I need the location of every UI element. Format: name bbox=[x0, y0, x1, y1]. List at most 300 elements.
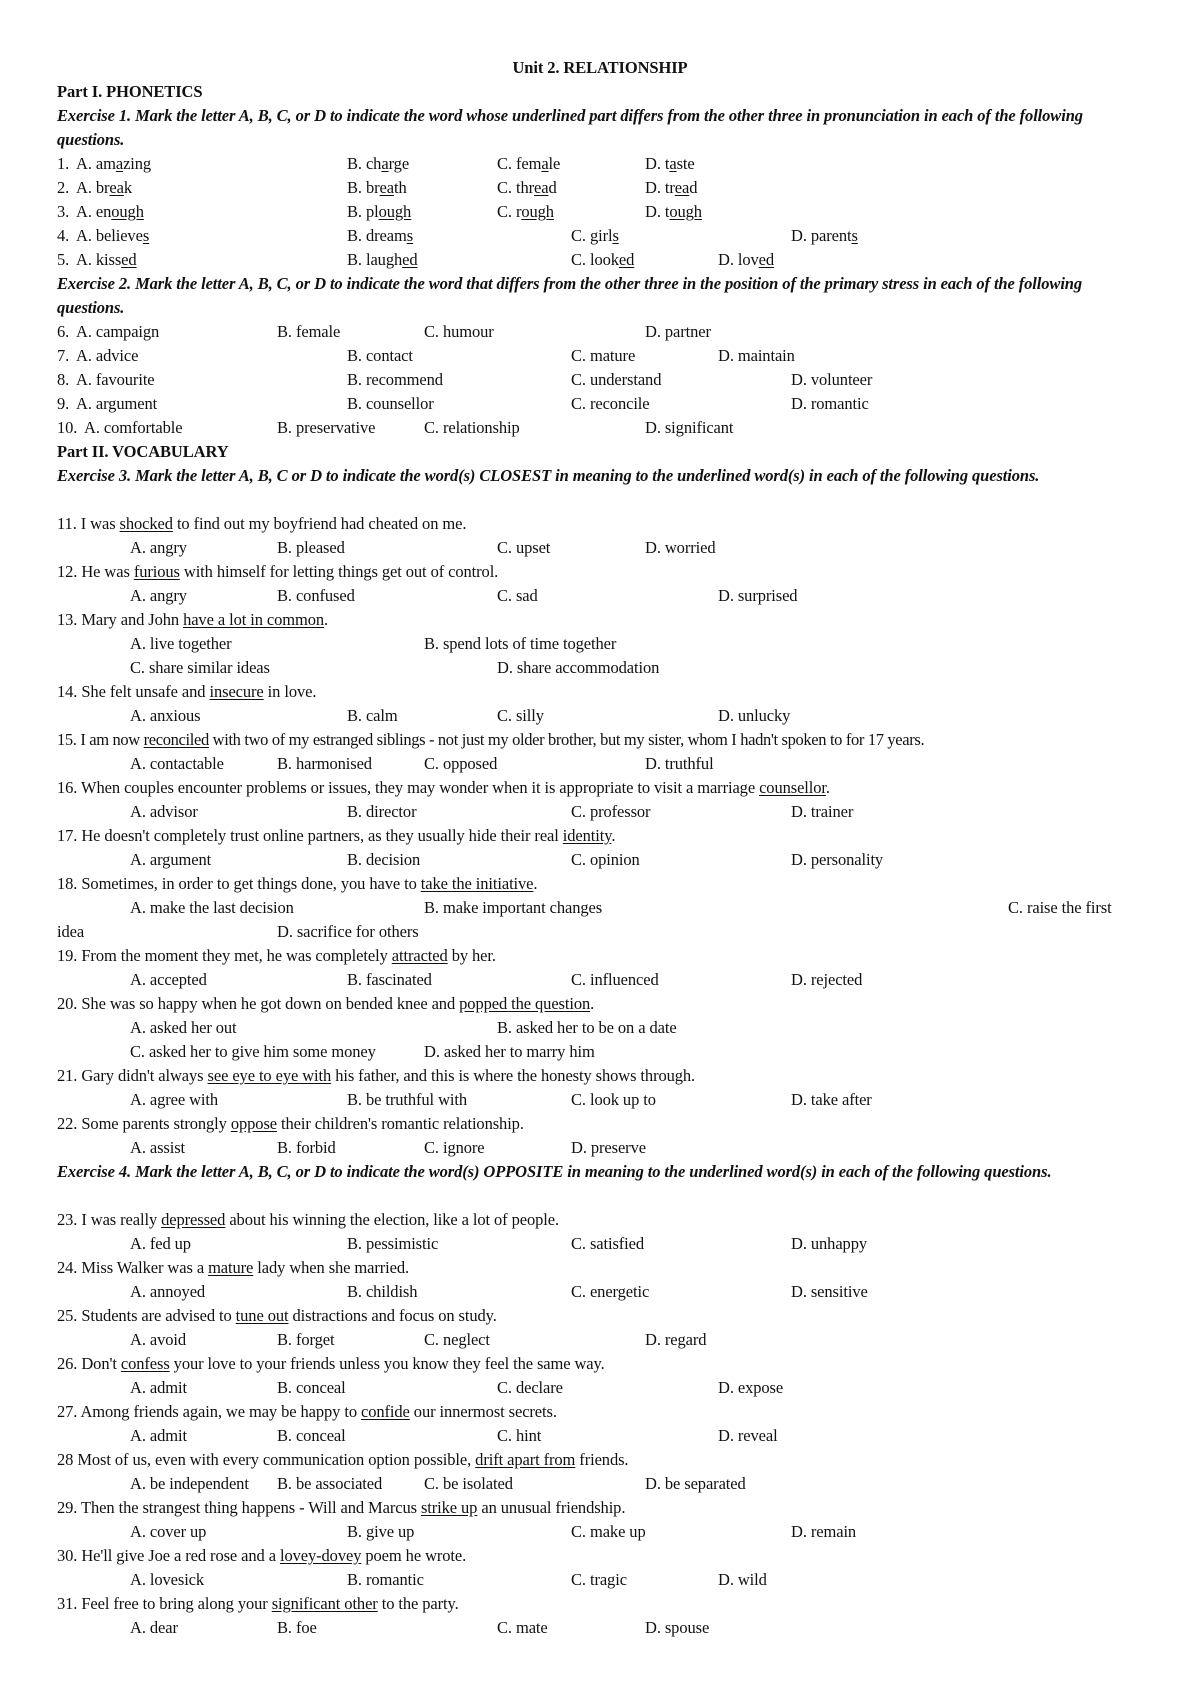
underlined-text: a bbox=[381, 154, 389, 173]
option-a: A. advisor bbox=[130, 802, 198, 821]
option-a: A. agree with bbox=[130, 1090, 219, 1109]
underlined-text: a bbox=[115, 154, 124, 173]
text-segment bbox=[57, 1112, 524, 1136]
ex1-instruction: Exercise 1. Mark the letter A, B, C, or D to indicate the word whose underlined part differs from the other three in pronunciation in each of the following questions. bbox=[57, 106, 1083, 149]
text-segment: 30. He'll give Joe a red rose and a bbox=[57, 1546, 280, 1565]
question-22-stem bbox=[57, 1112, 1140, 1136]
text-segment: 27. Among friends again, we may be happy to bbox=[57, 1402, 361, 1421]
question-12-options bbox=[57, 584, 1140, 608]
option-a: A. lovesick bbox=[130, 1570, 205, 1589]
option-b bbox=[347, 152, 409, 176]
part2-heading: Part II. VOCABULARY bbox=[57, 442, 229, 461]
option-a: A. dear bbox=[130, 1618, 178, 1637]
question-22-options bbox=[57, 1136, 1140, 1160]
option-c: C. humour bbox=[424, 322, 494, 341]
text-segment bbox=[57, 1352, 605, 1376]
question-18-options-row2 bbox=[57, 920, 1140, 944]
underlined-text: a bbox=[669, 154, 677, 173]
option-a: A. admit bbox=[130, 1426, 187, 1445]
underlined-text: strike up bbox=[420, 1498, 478, 1517]
option-a bbox=[76, 248, 137, 272]
question-29-options bbox=[57, 1520, 1140, 1544]
text-segment: 13. Mary and John bbox=[57, 610, 184, 629]
text-segment: d bbox=[689, 178, 698, 197]
option-a bbox=[76, 152, 151, 176]
option-a: A. admit bbox=[130, 1378, 187, 1397]
text-segment: an unusual friendship. bbox=[477, 1498, 626, 1517]
option-c: C. look up to bbox=[571, 1090, 656, 1109]
option-b: B. preservative bbox=[277, 418, 376, 437]
option-c-continued: idea bbox=[57, 922, 85, 941]
text-segment: C. look bbox=[571, 250, 619, 269]
underlined-text: mature bbox=[208, 1258, 254, 1277]
text-segment: A. believe bbox=[76, 226, 143, 245]
text-segment: le bbox=[548, 154, 561, 173]
text-segment: 11. I was bbox=[57, 514, 120, 533]
option-a bbox=[76, 224, 149, 248]
question-25-options bbox=[57, 1328, 1140, 1352]
option-c: C. understand bbox=[571, 370, 662, 389]
option-b: B. director bbox=[347, 802, 417, 821]
option-c: C. professor bbox=[571, 802, 651, 821]
option-a: A. angry bbox=[130, 538, 187, 557]
underlined-text: s bbox=[851, 226, 858, 245]
text-segment: 26. Don't bbox=[57, 1354, 121, 1373]
text-segment: 28 Most of us, even with every communication option possible, bbox=[57, 1450, 476, 1469]
option-c: C. influenced bbox=[571, 970, 659, 989]
option-d: D. surprised bbox=[718, 586, 798, 605]
option-c: C. sad bbox=[497, 586, 538, 605]
text-segment: A. kiss bbox=[76, 250, 122, 269]
option-c: C. make up bbox=[571, 1522, 646, 1541]
option-c: C. relationship bbox=[424, 418, 520, 437]
question-10 bbox=[57, 416, 1140, 440]
text-segment: 12. He was bbox=[57, 562, 134, 581]
q-number: 6. bbox=[57, 322, 70, 341]
option-d: D. rejected bbox=[791, 970, 863, 989]
text-segment: to find out my boyfriend had cheated on me. bbox=[172, 514, 467, 533]
option-b: B. recommend bbox=[347, 370, 443, 389]
option-b bbox=[347, 200, 411, 224]
underlined-text: drift apart from bbox=[475, 1450, 576, 1469]
option-d: D. remain bbox=[791, 1522, 857, 1541]
option-a: A. asked her out bbox=[130, 1018, 237, 1037]
option-b: B. foe bbox=[277, 1618, 317, 1637]
part1-heading: Part I. PHONETICS bbox=[57, 82, 203, 101]
text-segment: 22. Some parents strongly bbox=[57, 1114, 231, 1133]
underlined-text: see eye to eye with bbox=[207, 1066, 332, 1085]
text-segment bbox=[57, 728, 924, 752]
question-24-stem bbox=[57, 1256, 1140, 1280]
text-segment: 25. Students are advised to bbox=[57, 1306, 236, 1325]
text-segment: B. br bbox=[347, 178, 380, 197]
option-b: B. asked her to be on a date bbox=[497, 1018, 677, 1037]
text-segment: 29. Then the strangest thing happens - Will and Marcus bbox=[57, 1498, 421, 1517]
option-a: A. accepted bbox=[130, 970, 207, 989]
option-d: D. sensitive bbox=[791, 1282, 868, 1301]
option-c: C. hint bbox=[497, 1426, 542, 1445]
text-segment bbox=[57, 1400, 557, 1424]
text-segment: A. en bbox=[76, 202, 112, 221]
option-b: B. conceal bbox=[277, 1378, 346, 1397]
question-21-stem bbox=[57, 1064, 1140, 1088]
option-c: C. energetic bbox=[571, 1282, 650, 1301]
question-3 bbox=[57, 200, 1140, 224]
option-c: C. reconcile bbox=[571, 394, 650, 413]
underlined-text: ea bbox=[533, 178, 549, 197]
option-d: D. partner bbox=[645, 322, 711, 341]
text-segment: 19. From the moment they met, he was completely bbox=[57, 946, 392, 965]
option-c: C. neglect bbox=[424, 1330, 490, 1349]
question-5 bbox=[57, 248, 1140, 272]
option-d: D. personality bbox=[791, 850, 884, 869]
option-a: A. live together bbox=[130, 634, 232, 653]
option-a: A. contactable bbox=[130, 754, 224, 773]
text-segment bbox=[57, 560, 498, 584]
option-c: C. raise the first bbox=[1008, 898, 1112, 917]
text-segment: D. lov bbox=[718, 250, 759, 269]
text-segment: 18. Sometimes, in order to get things done, you have to bbox=[57, 874, 421, 893]
question-14-stem bbox=[57, 680, 1140, 704]
text-segment: ste bbox=[676, 154, 695, 173]
underlined-text: confess bbox=[120, 1354, 170, 1373]
text-segment: lady when she married. bbox=[253, 1258, 410, 1277]
question-14-options bbox=[57, 704, 1140, 728]
option-c: C. opposed bbox=[424, 754, 498, 773]
option-d: D. regard bbox=[645, 1330, 707, 1349]
text-segment bbox=[57, 1544, 466, 1568]
question-19-stem bbox=[57, 944, 1140, 968]
text-segment: 31. Feel free to bring along your bbox=[57, 1594, 272, 1613]
option-a: A. anxious bbox=[130, 706, 201, 725]
option-d: D. be separated bbox=[645, 1474, 746, 1493]
text-segment: C. r bbox=[497, 202, 522, 221]
option-a: A. favourite bbox=[76, 370, 155, 389]
text-segment: 23. I was really bbox=[57, 1210, 162, 1229]
option-d bbox=[645, 176, 697, 200]
option-b: B. contact bbox=[347, 346, 413, 365]
text-segment: poem he wrote. bbox=[361, 1546, 467, 1565]
question-27-options bbox=[57, 1424, 1140, 1448]
option-b: B. spend lots of time together bbox=[424, 634, 617, 653]
question-15-stem bbox=[57, 728, 1140, 752]
option-c: C. tragic bbox=[571, 1570, 627, 1589]
underlined-text: attracted bbox=[391, 946, 448, 965]
option-a: A. campaign bbox=[76, 322, 160, 341]
text-segment: . bbox=[825, 778, 830, 797]
question-18-options-row1 bbox=[57, 896, 1140, 920]
option-c: C. declare bbox=[497, 1378, 563, 1397]
underlined-text: popped the question bbox=[459, 994, 591, 1013]
text-segment: 24. Miss Walker was a bbox=[57, 1258, 209, 1277]
option-a: A. annoyed bbox=[130, 1282, 206, 1301]
text-segment: about his winning the election, like a lot of people. bbox=[225, 1210, 560, 1229]
option-c bbox=[571, 224, 619, 248]
question-2 bbox=[57, 176, 1140, 200]
text-segment: to the party. bbox=[377, 1594, 459, 1613]
question-13-options-row2 bbox=[57, 656, 1140, 680]
option-c: C. mature bbox=[571, 346, 636, 365]
option-d: D. sacrifice for others bbox=[277, 922, 419, 941]
text-segment bbox=[57, 992, 594, 1016]
option-b: B. conceal bbox=[277, 1426, 346, 1445]
question-11-options bbox=[57, 536, 1140, 560]
option-d: D. trainer bbox=[791, 802, 854, 821]
option-c: C. mate bbox=[497, 1618, 548, 1637]
option-c: C. be isolated bbox=[424, 1474, 513, 1493]
option-a: A. advice bbox=[76, 346, 139, 365]
question-4 bbox=[57, 224, 1140, 248]
option-c: C. satisfied bbox=[571, 1234, 645, 1253]
text-segment: k bbox=[123, 178, 133, 197]
option-d: D. spouse bbox=[645, 1618, 710, 1637]
option-a bbox=[76, 200, 144, 224]
question-26-options bbox=[57, 1376, 1140, 1400]
text-segment: your love to your friends unless you know they feel the same way. bbox=[169, 1354, 605, 1373]
option-d: D. asked her to marry him bbox=[424, 1042, 595, 1061]
question-20-options-row1 bbox=[57, 1016, 1140, 1040]
question-15-options bbox=[57, 752, 1140, 776]
text-segment: 20. She was so happy when he got down on bended knee and bbox=[57, 994, 460, 1013]
text-segment: 17. He doesn't completely trust online partners, as they usually hide their real bbox=[57, 826, 563, 845]
option-c bbox=[497, 200, 554, 224]
option-d: D. take after bbox=[791, 1090, 872, 1109]
option-b: B. fascinated bbox=[347, 970, 432, 989]
ex3-instruction: Exercise 3. Mark the letter A, B, C or D to indicate the word(s) CLOSEST in meaning to the underlined word(s) in each of the following questions. bbox=[57, 466, 1040, 485]
text-segment: . bbox=[533, 874, 538, 893]
option-d bbox=[718, 248, 774, 272]
question-16-stem bbox=[57, 776, 1140, 800]
question-1 bbox=[57, 152, 1140, 176]
text-segment bbox=[57, 1496, 625, 1520]
text-segment: D. tr bbox=[645, 178, 675, 197]
text-segment: zing bbox=[123, 154, 152, 173]
q-number: 5. bbox=[57, 250, 70, 269]
text-segment: D. t bbox=[645, 154, 670, 173]
option-b: B. pessimistic bbox=[347, 1234, 439, 1253]
text-segment: B. ch bbox=[347, 154, 382, 173]
option-a: A. fed up bbox=[130, 1234, 191, 1253]
question-24-options bbox=[57, 1280, 1140, 1304]
underlined-text: confide bbox=[361, 1402, 410, 1421]
option-d: D. volunteer bbox=[791, 370, 873, 389]
option-b: B. forbid bbox=[277, 1138, 336, 1157]
option-d: D. expose bbox=[718, 1378, 784, 1397]
underlined-text: s bbox=[406, 226, 414, 245]
option-d: D. preserve bbox=[571, 1138, 646, 1157]
option-c: C. opinion bbox=[571, 850, 640, 869]
option-d: D. truthful bbox=[645, 754, 714, 773]
text-segment: 14. She felt unsafe and bbox=[57, 682, 210, 701]
option-a: A. argument bbox=[76, 394, 158, 413]
text-segment bbox=[57, 872, 537, 896]
text-segment: th bbox=[393, 178, 407, 197]
option-c: C. upset bbox=[497, 538, 551, 557]
text-segment: C. thr bbox=[497, 178, 534, 197]
option-c: C. share similar ideas bbox=[130, 658, 270, 677]
option-d: D. romantic bbox=[791, 394, 869, 413]
q-number: 3. bbox=[57, 202, 70, 221]
question-31-stem bbox=[57, 1592, 1140, 1616]
option-b: B. harmonised bbox=[277, 754, 372, 773]
option-b: B. calm bbox=[347, 706, 398, 725]
q-number: 8. bbox=[57, 370, 70, 389]
text-segment: C. girl bbox=[571, 226, 613, 245]
text-segment bbox=[57, 680, 316, 704]
text-segment: B. pl bbox=[347, 202, 379, 221]
question-30-options bbox=[57, 1568, 1140, 1592]
text-segment: D. parent bbox=[791, 226, 852, 245]
text-segment: A. am bbox=[76, 154, 116, 173]
text-segment: with two of my estranged siblings - not just my older brother, but my sister, whom I hadn't spoken to for 17 years. bbox=[208, 730, 925, 749]
underlined-text: take the initiative bbox=[420, 874, 534, 893]
option-d: D. significant bbox=[645, 418, 734, 437]
text-segment: B. laugh bbox=[347, 250, 403, 269]
q-number: 7. bbox=[57, 346, 70, 365]
option-b bbox=[347, 224, 413, 248]
option-c bbox=[497, 152, 560, 176]
underlined-text: ed bbox=[121, 250, 137, 269]
option-d bbox=[645, 200, 702, 224]
underlined-text: lovey-dovey bbox=[279, 1546, 362, 1565]
underlined-text: s bbox=[142, 226, 150, 245]
question-6 bbox=[57, 320, 1140, 344]
question-19-options bbox=[57, 968, 1140, 992]
text-segment bbox=[57, 1064, 695, 1088]
question-20-stem bbox=[57, 992, 1140, 1016]
underlined-text: significant other bbox=[271, 1594, 378, 1613]
option-a: A. make the last decision bbox=[130, 898, 294, 917]
text-segment bbox=[57, 944, 496, 968]
text-segment bbox=[57, 1208, 559, 1232]
underlined-text: ed bbox=[402, 250, 418, 269]
text-segment: our innermost secrets. bbox=[409, 1402, 557, 1421]
underlined-text: reconciled bbox=[143, 730, 209, 749]
question-18-stem bbox=[57, 872, 1140, 896]
underlined-text: ea bbox=[379, 178, 394, 197]
text-segment: D. t bbox=[645, 202, 670, 221]
question-11-stem bbox=[57, 512, 1140, 536]
q-number: 9. bbox=[57, 394, 70, 413]
text-segment bbox=[57, 608, 328, 632]
question-25-stem bbox=[57, 1304, 1140, 1328]
underlined-text: oppose bbox=[230, 1114, 277, 1133]
text-segment: d bbox=[548, 178, 557, 197]
underlined-text: ough bbox=[669, 202, 702, 221]
text-segment bbox=[57, 512, 466, 536]
question-13-stem bbox=[57, 608, 1140, 632]
text-segment: by her. bbox=[447, 946, 496, 965]
underlined-text: a bbox=[541, 154, 549, 173]
option-a: A. be independent bbox=[130, 1474, 249, 1493]
option-a bbox=[76, 176, 132, 200]
option-d: D. wild bbox=[718, 1570, 767, 1589]
underlined-text: tune out bbox=[235, 1306, 289, 1325]
ex2-instruction: Exercise 2. Mark the letter A, B, C, or D to indicate the word that differs from the other three in the position of the primary stress in each of the following questions. bbox=[57, 274, 1083, 317]
text-segment bbox=[57, 776, 830, 800]
option-b: B. childish bbox=[347, 1282, 418, 1301]
text-segment: 21. Gary didn't always bbox=[57, 1066, 208, 1085]
question-21-options bbox=[57, 1088, 1140, 1112]
question-9 bbox=[57, 392, 1140, 416]
question-17-stem bbox=[57, 824, 1140, 848]
text-segment: 16. When couples encounter problems or issues, they may wonder when it is appropriate to visit a marriage bbox=[57, 778, 760, 797]
option-b: B. forget bbox=[277, 1330, 335, 1349]
question-29-stem bbox=[57, 1496, 1140, 1520]
text-segment: A. br bbox=[76, 178, 110, 197]
question-31-options bbox=[57, 1616, 1140, 1640]
option-d: D. unhappy bbox=[791, 1234, 867, 1253]
underlined-text: depressed bbox=[161, 1210, 226, 1229]
underlined-text: ed bbox=[618, 250, 635, 269]
option-c bbox=[497, 176, 557, 200]
text-segment: his father, and this is where the honesty shows through. bbox=[331, 1066, 696, 1085]
underlined-text: counsellor bbox=[759, 778, 826, 797]
q-number: 10. bbox=[57, 418, 78, 437]
text-segment: rge bbox=[388, 154, 410, 173]
question-13-options-row1 bbox=[57, 632, 1140, 656]
question-27-stem bbox=[57, 1400, 1140, 1424]
option-a: A. assist bbox=[130, 1138, 186, 1157]
question-23-options bbox=[57, 1232, 1140, 1256]
option-a: A. cover up bbox=[130, 1522, 207, 1541]
question-8 bbox=[57, 368, 1140, 392]
option-d: D. share accommodation bbox=[497, 658, 660, 677]
underlined-text: furious bbox=[133, 562, 180, 581]
option-d: D. worried bbox=[645, 538, 716, 557]
underlined-text: have a lot in common bbox=[183, 610, 325, 629]
text-segment: B. dream bbox=[347, 226, 407, 245]
text-segment: in love. bbox=[263, 682, 317, 701]
option-c bbox=[571, 248, 634, 272]
text-segment bbox=[57, 1304, 497, 1328]
question-26-stem bbox=[57, 1352, 1140, 1376]
q-number: 1. bbox=[57, 154, 70, 173]
underlined-text: ea bbox=[674, 178, 690, 197]
question-20-options-row2 bbox=[57, 1040, 1140, 1064]
question-28-stem bbox=[57, 1448, 1140, 1472]
text-segment bbox=[57, 1592, 459, 1616]
underlined-text: ed bbox=[758, 250, 775, 269]
option-a: A. argument bbox=[130, 850, 212, 869]
question-12-stem bbox=[57, 560, 1140, 584]
option-a: A. avoid bbox=[130, 1330, 187, 1349]
underlined-text: ough bbox=[378, 202, 412, 221]
option-b bbox=[347, 176, 407, 200]
question-30-stem bbox=[57, 1544, 1140, 1568]
option-b: B. be associated bbox=[277, 1474, 383, 1493]
question-17-options bbox=[57, 848, 1140, 872]
text-segment bbox=[57, 1256, 409, 1280]
option-c: C. ignore bbox=[424, 1138, 485, 1157]
text-segment: 15. I am now bbox=[57, 730, 144, 749]
option-a: A. angry bbox=[130, 586, 187, 605]
option-a: A. comfortable bbox=[84, 418, 183, 437]
text-segment: their children's romantic relationship. bbox=[277, 1114, 524, 1133]
question-7 bbox=[57, 344, 1140, 368]
option-d: D. unlucky bbox=[718, 706, 791, 725]
option-b: B. female bbox=[277, 322, 341, 341]
text-segment: . bbox=[590, 994, 595, 1013]
question-16-options bbox=[57, 800, 1140, 824]
text-segment: . bbox=[324, 610, 329, 629]
option-b: B. be truthful with bbox=[347, 1090, 468, 1109]
text-segment: C. fem bbox=[497, 154, 542, 173]
text-segment: . bbox=[611, 826, 616, 845]
q-number: 4. bbox=[57, 226, 70, 245]
option-d: D. reveal bbox=[718, 1426, 778, 1445]
option-d bbox=[645, 152, 695, 176]
